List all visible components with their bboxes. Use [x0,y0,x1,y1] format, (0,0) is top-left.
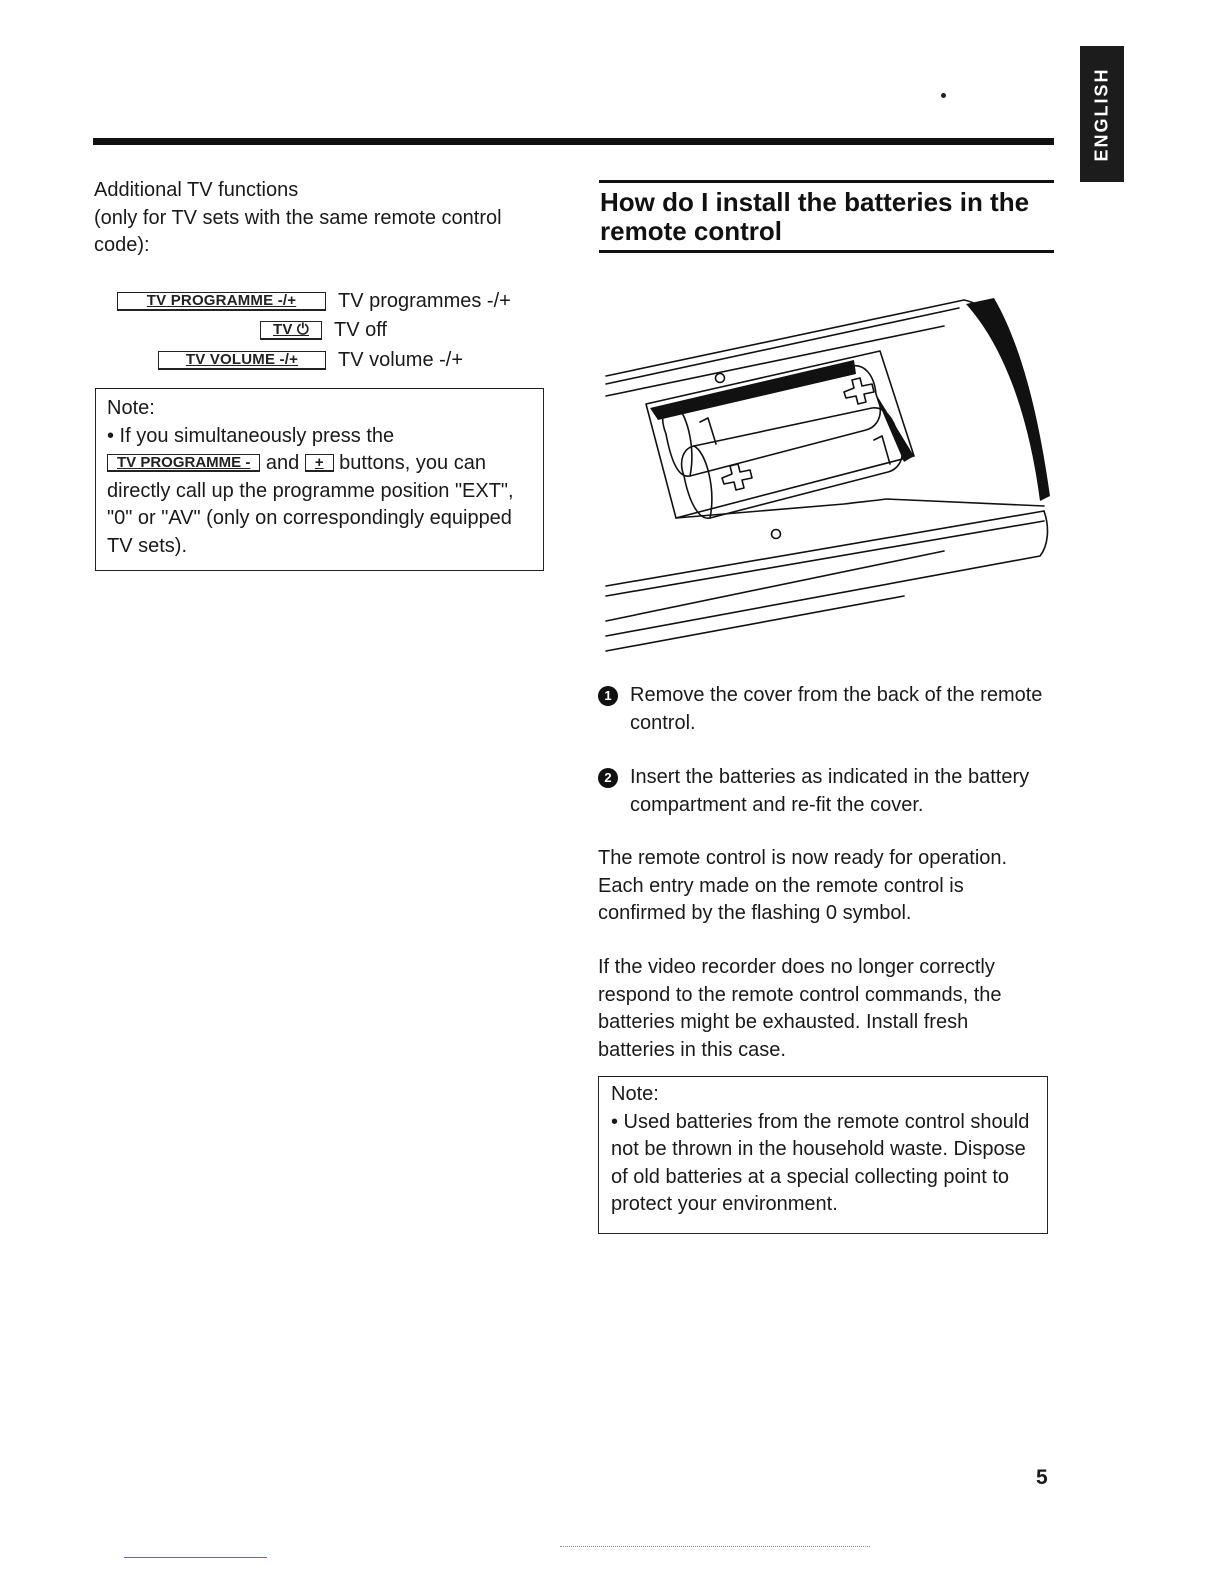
battery-compartment [646,351,914,518]
ready-paragraph: The remote control is now ready for operation. Each entry made on the remote control is confirmed by the flashing 0 symbol. [598,847,1008,924]
note-left-title: Note: [107,397,155,419]
heading-rule-bottom [599,250,1054,253]
tv-off-desc: TV off [334,318,387,341]
tv-programme-desc: TV programmes -/+ [338,289,511,312]
exhausted-paragraph: If the video recorder does no longer correctly respond to the remote control commands, the batteries might be exhausted. Install fresh batteries in this case. [598,956,1002,1061]
top-rule [93,138,1054,145]
step-2 [598,764,1048,819]
key-row-tv-off [260,317,387,343]
key-row-tv-volume [158,347,463,373]
step-1-number: 1 [598,686,618,706]
step-2-text: Insert the batteries as indicated in the battery compartment and re-fit the cover. [630,766,1030,816]
note-and: and [265,452,300,474]
note-left-rest: buttons, you can directly call up the programme position "EXT", "0" or "AV" (only on correspondingly equipped TV sets). [107,452,514,557]
note-box-left [95,388,544,571]
tv-standby-key: TV ⏻ [260,321,322,340]
scan-specks [560,1546,870,1550]
scan-line [124,1557,267,1558]
section-heading-block [599,180,1054,253]
step-1 [598,682,1048,737]
key-row-tv-programme [117,288,511,314]
intro-text [94,177,544,260]
page-number: 5 [1036,1466,1048,1489]
note-left-body [107,450,532,560]
tv-volume-desc: TV volume -/+ [338,348,464,371]
language-tab-label: ENGLISH [1091,66,1112,162]
tv-volume-key: TV VOLUME -/+ [158,351,326,370]
tv-programme-key: TV PROGRAMME -/+ [117,292,326,311]
note-right-title: Note: [611,1083,659,1105]
note-plus-key: + [305,454,334,472]
note-left-bullet: • If you simultaneously press the [107,424,395,447]
language-tab [1080,46,1124,182]
battery-install-illustration [604,296,1050,660]
section-heading: How do I install the batteries in the remote control [600,187,1030,246]
note-tv-programme-minus-key: TV PROGRAMME - [107,454,260,472]
note-right-text: • Used batteries from the remote control should not be thrown in the household waste. Dispose of old batteries at a special collecting point to protect your environment. [611,1110,1030,1215]
remote-top-edge [606,300,964,376]
intro-line-2: (only for TV sets with the same remote control code): [94,206,502,256]
note-box-right [598,1076,1048,1234]
step-1-text: Remove the cover from the back of the remote control. [630,684,1043,734]
step-2-number: 2 [598,768,618,788]
intro-line-1: Additional TV functions [94,179,299,201]
scan-dot [941,93,946,98]
